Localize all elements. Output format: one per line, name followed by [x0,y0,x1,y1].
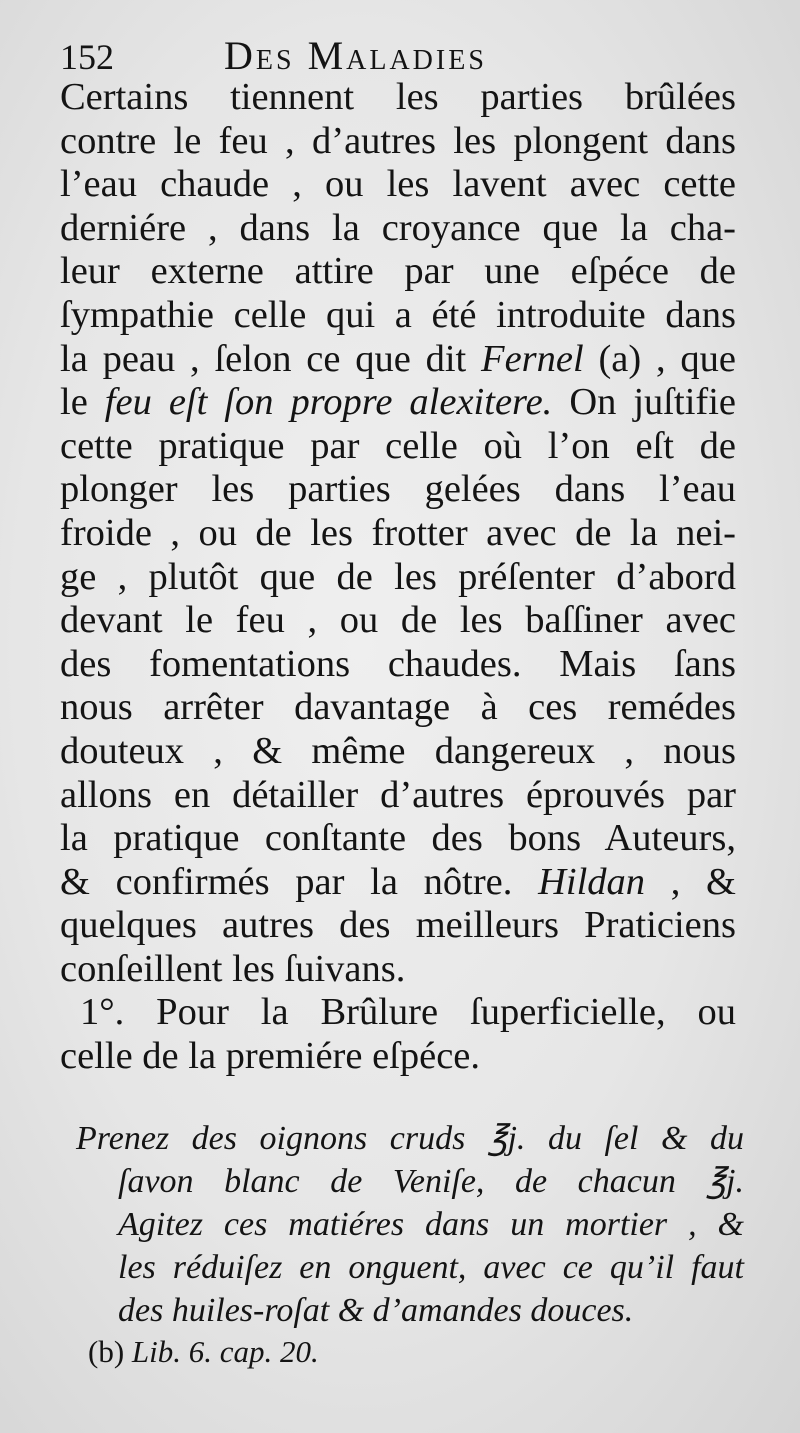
footnote-label: (b) [88,1334,125,1369]
recipe-line: ſavon blanc de Veniſe, de chacun ℥j. [118,1163,744,1200]
text-segment: la peau , ſelon ce que dit [60,337,467,380]
text-line [60,381,736,425]
text-line: nous arrêter davantage à ces remédes [60,686,736,729]
text-segment: & confirmés par la nôtre. [60,860,513,903]
text-line: conſeillent les ſuivans. [60,947,406,990]
text-line: douteux , & même dangereux , nous [60,729,736,772]
text-line: devant le feu , ou de les baſſiner avec [60,599,736,642]
text-segment: le [60,381,88,424]
text-line: ſympathie celle qui a été introduite dans [60,293,736,336]
text-line: des fomentations chaudes. Mais ſans [60,642,736,685]
text-line: froide , ou de les frotter avec de la nei- [60,511,736,554]
text-line [60,861,736,905]
text-segment: , que [656,337,737,380]
page-number: 152 [60,37,114,77]
text-line: contre le feu , d’autres les plongent dans [60,119,736,162]
recipe-line: des huiles-roſat & d’amandes douces. [118,1292,634,1329]
text-line: cette pratique par celle où l’on eſt de [60,424,736,467]
footnote-marker: (a) [598,337,642,380]
text-line: l’eau chaude , ou les lavent avec cette [60,163,736,206]
text-segment: , & [670,860,736,903]
body-text [60,76,736,1079]
text-segment: On juſtifie [569,381,737,424]
running-title: Des Maladies [224,33,487,78]
recipe-line: les réduiſez en onguent, avec ce qu’il faut [118,1249,744,1286]
text-line: quelques autres des meilleurs Praticiens [60,904,736,947]
recipe-line: Agitez ces matiéres dans un mortier , & [118,1206,744,1243]
footnote [88,1334,319,1370]
author-name: Hildan [538,860,646,903]
text-line: la pratique conſtante des bons Auteurs, [60,817,736,860]
recipe-block [76,1117,744,1332]
italic-quote: feu eſt ſon propre alexitere. [104,381,553,424]
text-line: plonger les parties gelées dans l’eau [60,468,736,511]
author-name: Fernel [481,337,584,380]
text-line: leur externe attire par une eſpéce de [60,250,736,293]
text-line: Certains tiennent les parties brûlées [60,76,736,118]
footnote-reference: Lib. 6. cap. 20. [131,1334,319,1369]
text-line: celle de la premiére eſpéce. [60,1035,481,1078]
page-header [60,30,760,78]
text-line: allons en détailler d’autres éprouvés par [60,773,736,816]
text-line [60,338,736,382]
text-line: derniére , dans la croyance que la cha- [60,206,736,249]
text-line: 1°. Pour la Brûlure ſuperficielle, ou [80,991,736,1034]
text-line: ge , plutôt que de les préſenter d’abord [60,555,736,598]
recipe-line: Prenez des oignons cruds ℥j. du ſel & du [76,1120,744,1157]
